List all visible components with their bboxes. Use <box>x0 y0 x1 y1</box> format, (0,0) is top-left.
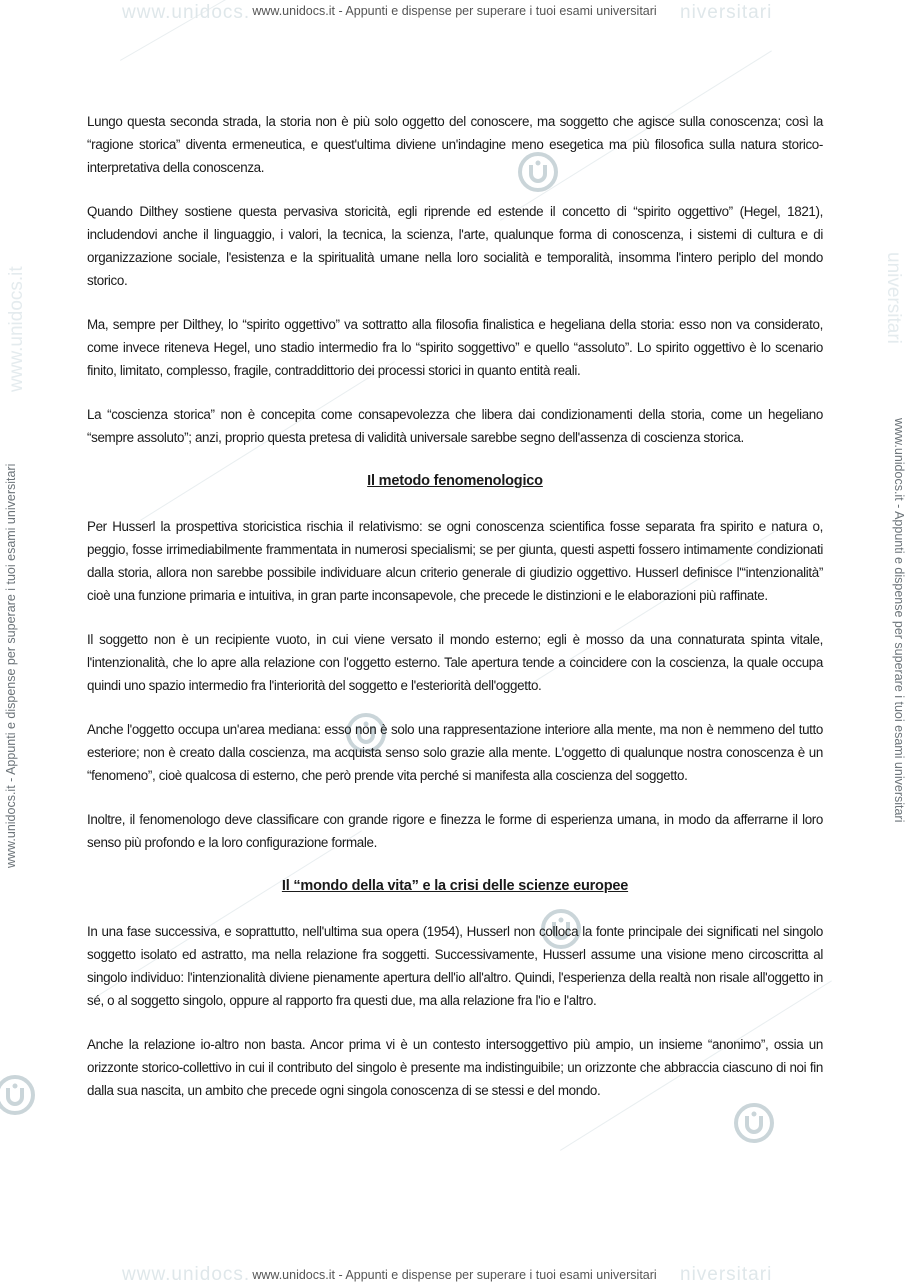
watermark-left: www.unidocs.it - Appunti e dispense per superare i tuoi esami universitari <box>4 463 18 868</box>
paragraph: La “coscienza storica” non è concepita come consapevolezza che libera dai condizionamenti della storia, come un hegeliano “sempre assoluto”; anzi, proprio questa pretesa di validità universale sarebbe segno dell'assenza di coscienza storica. <box>87 407 823 445</box>
paragraph: Lungo questa seconda strada, la storia non è più solo oggetto del conoscere, ma soggetto che agisce sulla conoscenza; così la “ragione storica” diventa ermeneutica, e quest'ultima diviene un'indagine meno esegetica ma più filosofica sulla natura storico-interpretativa della conoscenza. <box>87 114 823 175</box>
paragraph: Quando Dilthey sostiene questa pervasiva storicità, egli riprende ed estende il concetto di “spirito oggettivo” (Hegel, 1821), includendovi anche il linguaggio, i valori, la tecnica, la scienza, l'arte, qualunque forma di conoscenza, i sistemi di cultura e di organizzazione sociale, l'esistenza e la spiritualità umane nella loro socialità e temporalità, insomma l'intero periplo del mondo storico. <box>87 204 823 288</box>
watermark-bottom: www.unidocs.it - Appunti e dispense per superare i tuoi esami universitari <box>252 1268 657 1282</box>
paragraph: Inoltre, il fenomenologo deve classificare con grande rigore e finezza le forme di esperienza umana, in modo da afferrarne il loro senso più profondo e la loro configurazione formale. <box>87 812 823 850</box>
paragraph: Anche la relazione io-altro non basta. Ancor prima vi è un contesto intersoggettivo più ampio, un insieme “anonimo”, ossia un orizzonte storico-collettivo in cui il contributo del singolo è presente ma indistinguibile; un orizzonte che abbraccia ciascuno di noi fin dalla sua nascita, un ambito che precede ogni singola conoscenza di se stessi e del mondo. <box>87 1037 823 1098</box>
paragraph: Anche l'oggetto occupa un'area mediana: esso non è solo una rappresentazione interiore alla mente, ma non è nemmeno del tutto esteriore; non è creato dalla coscienza, ma acquista senso solo grazie alla mente. L'oggetto di qualunque nostra conoscenza è un “fenomeno”, cioè qualcosa di esterno, che però prende vita perché si manifesta alla coscienza del soggetto. <box>87 722 823 783</box>
watermark-top: www.unidocs.it - Appunti e dispense per superare i tuoi esami universitari <box>252 4 657 18</box>
section-heading: Il metodo fenomenologico <box>367 473 543 489</box>
document-body <box>87 110 823 1123</box>
paragraph: Il soggetto non è un recipiente vuoto, in cui viene versato il mondo esterno; egli è mosso da una connaturata spinta vitale, l'intenzionalità, che lo apre alla relazione con l'oggetto esterno. Tale apertura tende a coincidere con la coscienza, la quale occupa quindi uno spazio intermedio fra l'interiorità del soggetto e l'esteriorità dell'oggetto. <box>87 632 823 693</box>
watermark-ghost-bottom-right: niversitari <box>680 1264 773 1285</box>
watermark-side-ghost-left: www.unidocs.it <box>6 266 27 392</box>
watermark-right: www.unidocs.it - Appunti e dispense per superare i tuoi esami universitari <box>892 418 906 823</box>
unidocs-logo-icon <box>0 1074 36 1116</box>
paragraph: In una fase successiva, e soprattutto, nell'ultima sua opera (1954), Husserl non colloca la fonte principale dei significati nel singolo soggetto isolato ed astratto, ma nella relazione fra soggetti. Successivamente, Husserl assume una visione meno circoscritta al singolo individuo: l'intenzionalità diviene pienamente apertura dell'io all'altro. Quindi, l'esperienza della realtà non risale all'oggetto in sé, o al soggetto singolo, oppure al rapporto fra questi due, ma alla relazione fra l'io e l'altro. <box>87 924 823 1008</box>
watermark-ghost-top-right: niversitari <box>680 2 773 23</box>
watermark-side-ghost-right: universitari <box>883 252 904 344</box>
paragraph: Per Husserl la prospettiva storicistica rischia il relativismo: se ogni conoscenza scientifica fosse separata fra spirito e natura o, peggio, fosse irrimediabilmente frammentata in numerosi specialismi; se per giunta, questi aspetti fossero intimamente condizionati dalla storia, allora non sarebbe possibile individuare alcun criterio generale di giudizio oggettivo. Husserl definisce l'“intenzionalità” cioè una funzione primaria e intuitiva, in gran parte inconsapevole, che precede le distinzioni e le elaborazioni più raffinate. <box>87 519 823 603</box>
watermark-ghost-top-left: www.unidocs. <box>122 2 251 23</box>
section-heading: Il “mondo della vita” e la crisi delle scienze europee <box>281 878 629 894</box>
watermark-ghost-bottom-left: www.unidocs. <box>122 1264 251 1285</box>
paragraph: Ma, sempre per Dilthey, lo “spirito oggettivo” va sottratto alla filosofia finalistica e hegeliana della storia: esso non va considerato, come invece riteneva Hegel, uno stadio intermedio fra lo “spirito soggettivo” e quello “assoluto”. Lo spirito oggettivo è lo scenario finito, limitato, complesso, fragile, contraddittorio dei processi storici in quanto entità reali. <box>87 317 823 378</box>
